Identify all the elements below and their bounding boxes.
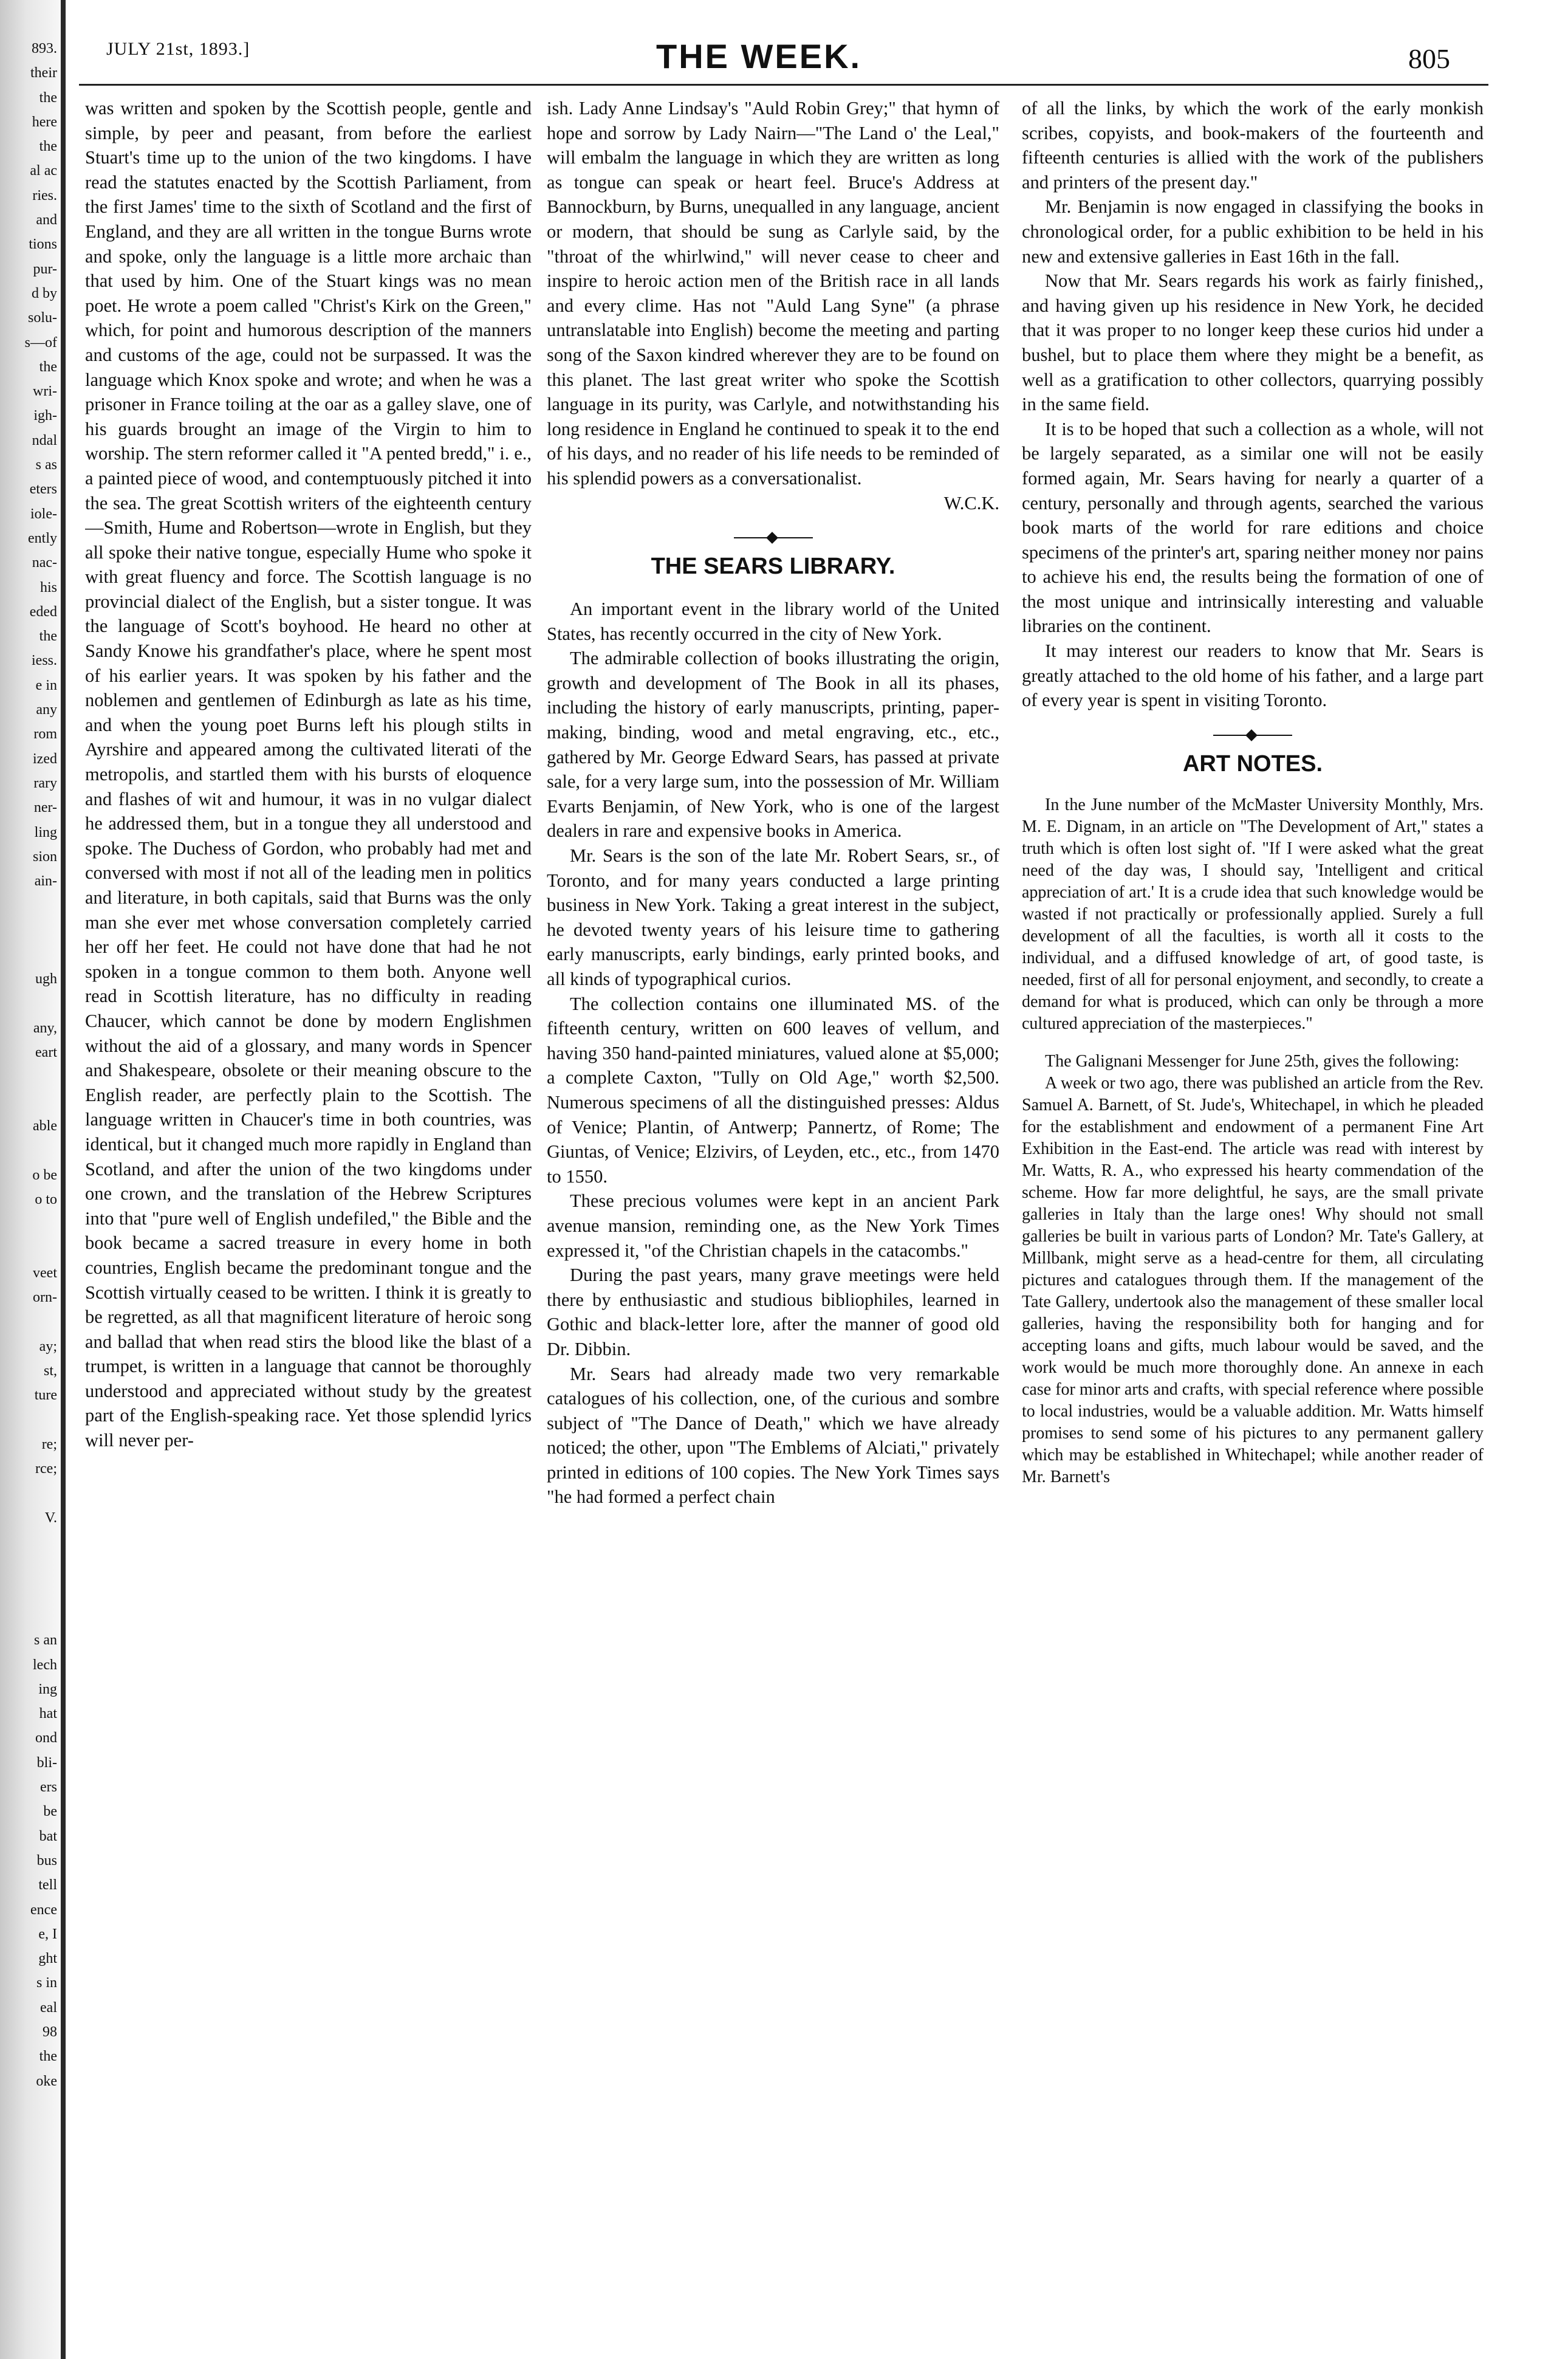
margin-fragment: V. <box>44 1509 57 1526</box>
margin-fragment: the <box>39 139 57 155</box>
margin-fragment <box>2 893 57 918</box>
art-notes-body <box>1022 794 1484 1488</box>
margin-fragment: rce; <box>35 1461 57 1477</box>
margin-fragment: igh- <box>33 408 57 424</box>
masthead-title: THE WEEK. <box>656 37 862 75</box>
margin-fragment: eters <box>29 481 57 498</box>
article-paragraph: These precious volumes were kept in an ancient Park avenue mansion, reminding one, as the New York Times expressed it, "of the Christian chapels in the catacombs." <box>547 1190 999 1261</box>
article-paragraph: It is to be hoped that such a collection as a whole, will not be largely separated, as a similar one will not be easily formed again, Mr. Sears having for nearly a quarter of a century, personally and through agents, searched the various book marts of the world for rare editions and choice specimens of the printer's art, sparing neither money nor pains to achieve his end, the results being the formation of one of the most unique and intrinsically interesting and valuable libraries on the continent. <box>1022 418 1484 637</box>
margin-fragment: ain- <box>34 873 57 890</box>
margin-fragment: here <box>32 114 57 130</box>
margin-fragment <box>2 992 57 1016</box>
margin-fragment: able <box>33 1118 57 1135</box>
margin-fragment: ized <box>33 750 57 767</box>
margin-fragment: ently <box>28 530 57 546</box>
article-paragraph: In the June number of the McMaster University Monthly, Mrs. M. E. Dignam, in an article on "The Development of Art," states a truth which is often lost sight of. "If I were asked what the great need of the day was, I should say, 'Intelligent and critical appreciation of art.' It is a crude idea that such knowledge would be wasted if not practically or professionally applied. Surely a full development of all the faculties, is worth all it costs to the individual, and a diffused knowledge of art, of good taste, is needed, first of all for personal enjoyment, and secondly, to create a demand for what is produced, which can only be through a more cultured appreciation of the masterpieces." <box>1022 795 1484 1033</box>
margin-fragment: o to <box>35 1191 57 1207</box>
author-signature: W.C.K. <box>943 492 999 513</box>
section-divider <box>734 532 813 543</box>
margin-fragment <box>2 1138 57 1162</box>
margin-fragment <box>2 1090 57 1114</box>
margin-fragment: re; <box>41 1436 57 1452</box>
margin-fragment: ing <box>38 1681 57 1697</box>
article-paragraph: An important event in the library world of the United States, has recently occurred in the city of New York. <box>547 599 999 644</box>
margin-fragment: any <box>36 702 57 718</box>
margin-fragment: s as <box>35 457 57 473</box>
margin-fragment: hat <box>39 1706 57 1722</box>
margin-fragment: the <box>39 89 57 106</box>
margin-fragment: rary <box>33 775 57 791</box>
article-paragraph: Mr. Benjamin is now engaged in classifying the books in chronological order, for a public exhibition to be held in his new and extensive galleries in East 16th in the fall. <box>1022 196 1484 267</box>
margin-fragment <box>2 918 57 943</box>
margin-fragment: solu- <box>28 310 57 326</box>
margin-fragment <box>2 1237 57 1261</box>
section-divider <box>1213 730 1292 741</box>
margin-fragment: al ac <box>30 163 57 179</box>
margin-fragment: e in <box>35 677 57 693</box>
margin-fragment: iess. <box>32 653 57 669</box>
margin-fragment: 98 <box>43 2024 57 2041</box>
margin-fragment: eded <box>29 603 57 620</box>
margin-fragment <box>2 1065 57 1089</box>
margin-fragment: d by <box>32 285 57 301</box>
margin-fragment: ndal <box>32 432 57 448</box>
margin-fragment: any, <box>33 1020 57 1036</box>
margin-fragment: his <box>39 579 57 596</box>
margin-fragment <box>2 1408 57 1432</box>
margin-fragment: wri- <box>33 383 57 400</box>
margin-fragment: ay; <box>39 1338 57 1355</box>
margin-fragment: ugh <box>35 971 57 987</box>
article-paragraph: was written and spoken by the Scottish people, gentle and simple, by peer and peasant, from before the earliest Stuart's time up to the union of the two kingdoms. I have read the statutes enacted by the Scottish Parliament, from the first James' time to the sixth of Scotland and the first of England, and they are all written in the tongue Burns wrote and spoke, only the language is a little more archaic than that used by him. One of the Stuart kings was no mean poet. He wrote a poem called "Christ's Kirk on the Green," which, for point and humorous description of the manners and customs of the age, could not be surpassed. It was the language which Knox spoke and wrote; and when he was a prisoner in France toiling at the oar as a galley slave, one of his guards brought an image of the Virgin to him to worship. The stern reformer called it "A pented bredd," i. e., a painted piece of wood, and contemptuously pitched it into the sea. The great Scottish writers of the eighteenth century—Smith, Hume and Robertson—wrote in English, but they all spoke their native tongue, especially Hume who spoke it with great fluency and force. The Scottish language is no provincial dialect of the English, but a sister tongue. It was the language of Scott's boyhood. He heard no other at Sandy Knowe his grandfather's place, where he spent most of his earlier years. It was spoken by his father and the noblemen and gentlemen of Edinburgh as late as his time, and when the young poet Burns left his plough stilts in Ayrshire and appeared among the cultivated literati of the metropolis, and startled them with his bursts of eloquence and flashes of wit and humour, it was in no vulgar dialect he addressed them, but in a tongue they all understood and spoke. The Duchess of Gordon, who probably had met and conversed with most if not all of the leading men in politics and literature, in both capitals, said that Burns was the only man she ever met whose conversation completely carried her off her feet. He could not have done that had he not spoken in a tongue common to them both. Anyone well read in Scottish literature, has no difficulty in reading Chaucer, which cannot be done by modern Englishmen without the aid of a glossary, and many words in Spencer and Shakespeare, obsolete or their meaning obscure to the English reader, are perfectly plain to the Scottish. The language written in Chaucer's time in both countries, was identical, but it changed much more rapidly in England than Scotland, and after the union of the two kingdoms under one crown, and the translation of the Hebrew Scriptures into that "pure well of English undefiled," the Bible and the book became a sacred treasure in every home in both countries, English became the predominant tongue and the Scottish virtually ceased to be written. I think it is greatly to be regretted, as all that magnificent literature of heroic song and ballad that when read stirs the blood like the blast of a trumpet, is written in a language that cannot be thoroughly understood and appreciated without study by the greatest part of the English-speaking race. Yet those splendid lyrics will never per- <box>85 98 532 1451</box>
column-3 <box>1022 96 1484 2344</box>
margin-fragment: ture <box>34 1387 57 1404</box>
article-paragraph: The collection contains one illuminated MS. of the fifteenth century, written on 600 leaves of vellum, and having 350 hand-painted miniatures, valued alone at $5,000; a complete Caxton, "Tully on Old Age," worth $2,500. Numerous specimens of all the distinguished presses: Aldus of Venice; Plantin, of Antwerp; Pannertz, of Rome; The Giuntas, of Venice; Elzivirs, of Leyden, etc., etc., from 1470 to 1550. <box>547 993 999 1187</box>
margin-fragment: s an <box>34 1632 57 1649</box>
article-paragraph: ish. Lady Anne Lindsay's "Auld Robin Grey;" that hymn of hope and sorrow by Lady Nairn—"The Land o' the Leal," will embalm the language in which they are written as long as tongue can speak or heart feel. Bruce's Address at Bannockburn, by Burns, unequalled in any language, ancient or modern, that should be sung as Carlyle said, by the "throat of the whirlwind," will never cease to cheer and inspire to heroic action men of the British race in all lands and every clime. Has not "Auld Lang Syne" (a phrase untranslatable into English) become the meeting and parting song of the Saxon kindred wherever they are to be found on this planet. The last great writer who spoke the Scottish language in its purity, was Carlyle, and notwithstanding his long residence in England he continued to speak it to the end of his days, and no reader of his life needs to be reminded of his splendid powers as a conversationalist. <box>547 98 999 489</box>
article-paragraph: The admirable collection of books illustrating the origin, growth and development of The Book in all its phases, including the history of early manuscripts, printing, paper-making, binding, wood and metal engraving, etc., etc., gathered by Mr. George Edward Sears, has passed at private sale, for a very large sum, into the possession of Mr. William Evarts Benjamin, of New York, who is one of the largest dealers in rare and expensive books in America. <box>547 648 999 842</box>
column-2 <box>547 96 999 2344</box>
margin-fragment: ond <box>35 1730 57 1746</box>
margin-fragment: oke <box>36 2073 57 2089</box>
margin-fragment <box>2 1212 57 1236</box>
adjacent-page-margin <box>0 0 67 2359</box>
margin-fragment: veet <box>33 1265 57 1281</box>
margin-fragment: eal <box>40 1999 57 2016</box>
margin-fragment <box>2 943 57 967</box>
margin-fragment: their <box>30 65 57 81</box>
margin-fragment: ries. <box>32 187 57 204</box>
adjacent-page-text-fragments <box>2 36 57 2321</box>
margin-fragment: tell <box>38 1877 57 1894</box>
margin-fragment: sion <box>32 848 57 865</box>
margin-fragment: be <box>43 1804 57 1820</box>
margin-fragment: s in <box>36 1975 57 1991</box>
article-paragraph: Now that Mr. Sears regards his work as fairly finished,, and having given up his residence in New York, he decided that it was proper to no longer keep these curios hid under a bushel, but to place them where they might be a benefit, as well as a gratification to other collectors, quarrying possibly in the same field. <box>1022 270 1484 415</box>
column-1 <box>85 96 532 2344</box>
paragraph-gap <box>1022 1035 1484 1051</box>
header-rule <box>79 84 1488 86</box>
margin-fragment: and <box>36 212 57 228</box>
margin-fragment: nac- <box>32 555 57 571</box>
margin-fragment: ght <box>38 1951 57 1967</box>
margin-fragment: lech <box>33 1657 57 1673</box>
margin-fragment: bli- <box>36 1754 57 1771</box>
margin-fragment: the <box>39 2048 57 2065</box>
margin-fragment: 893. <box>32 41 57 57</box>
margin-fragment <box>2 1604 57 1628</box>
margin-fragment: orn- <box>33 1289 57 1306</box>
margin-fragment: tions <box>29 236 57 253</box>
page-number: 805 <box>1408 43 1450 74</box>
margin-fragment: eart <box>35 1045 57 1061</box>
article-paragraph: A week or two ago, there was published an article from the Rev. Samuel A. Barnett, of St. Jude's, Whitechapel, in which he pleaded for the establishment and endowment of a permanent Fine Art Exhibition in the East-end. The article was read with interest by Mr. Watts, R. A., who expressed his hearty commendation of the scheme. How far more delightful, he says, are the small private galleries in Italy than the large ones! Why should not small galleries be built in various parts of London? Mr. Tate's Gallery, at Millbank, might serve as a head-centre for them, all circulating pictures and catalogues through them. If the management of the Tate Gallery, undertook also the management of these smaller local galleries, having the responsibility both for hanging and for accepting loans and gifts, much labour would be saved, and the work would be much more thoroughly done. An annexe in each case for minor arts and crafts, with special reference where possible to local industries, would be a valuable addition. Mr. Watts himself promises to send some of his pictures to any permanent gallery which may be established in Whitechapel; while another reader of Mr. Barnett's <box>1022 1073 1484 1486</box>
margin-fragment: pur- <box>33 261 57 277</box>
margin-fragment: s—of <box>24 334 57 351</box>
margin-fragment: ers <box>40 1779 57 1796</box>
margin-fragment: ence <box>30 1901 57 1918</box>
margin-fragment: ling <box>34 824 57 840</box>
margin-fragment: bus <box>36 1852 57 1869</box>
article-paragraph: of all the links, by which the work of the early monkish scribes, copyists, and book-makers of the fourteenth and fifteenth centuries is allied with the work of the publishers and printers of the present day." <box>1022 98 1484 193</box>
margin-fragment: ner- <box>33 800 57 816</box>
article-paragraph: It may interest our readers to know that Mr. Sears is greatly attached to the old home of his father, and a large part of every year is spent in visiting Toronto. <box>1022 640 1484 711</box>
margin-fragment: the <box>39 628 57 645</box>
margin-fragment: o be <box>32 1167 57 1183</box>
margin-fragment <box>2 1554 57 1579</box>
article-paragraph: During the past years, many grave meetings were held there by enthusiastic and studious bibliophiles, learned in Gothic and black-letter lore, after the manner of good old Dr. Dibbin. <box>547 1265 999 1359</box>
article-paragraph: The Galignani Messenger for June 25th, gives the following: <box>1045 1051 1459 1071</box>
binding-shadow <box>61 0 66 2359</box>
margin-fragment: e, I <box>38 1926 57 1942</box>
section-heading-sears-library: THE SEARS LIBRARY. <box>651 554 895 580</box>
margin-fragment <box>2 1579 57 1604</box>
margin-fragment: iole- <box>30 506 57 522</box>
margin-fragment: st, <box>43 1363 57 1379</box>
margin-fragment: rom <box>33 726 57 743</box>
margin-fragment <box>2 1482 57 1506</box>
margin-fragment: bat <box>39 1828 57 1844</box>
issue-date: JULY 21st, 1893.] <box>106 39 250 59</box>
margin-fragment <box>2 1530 57 1554</box>
margin-fragment: the <box>39 359 57 375</box>
margin-fragment <box>2 1310 57 1334</box>
section-heading-art-notes: ART NOTES. <box>1182 750 1323 777</box>
article-paragraph: Mr. Sears had already made two very remarkable catalogues of his collection, one, of the curious and sombre subject of "The Dance of Death," which we have already noticed; the other, upon "The Emblems of Alciati," privately printed in editions of 100 copies. The New York Times says "he had formed a perfect chain <box>547 1363 999 1508</box>
article-paragraph: Mr. Sears is the son of the late Mr. Robert Sears, sr., of Toronto, and for many years conducted a large printing business in New York. Taking a great interest in the subject, he devoted twenty years of his leisure time to gathering early manuscripts, early bindings, early printed books, and all kinds of typographical curios. <box>547 845 999 989</box>
